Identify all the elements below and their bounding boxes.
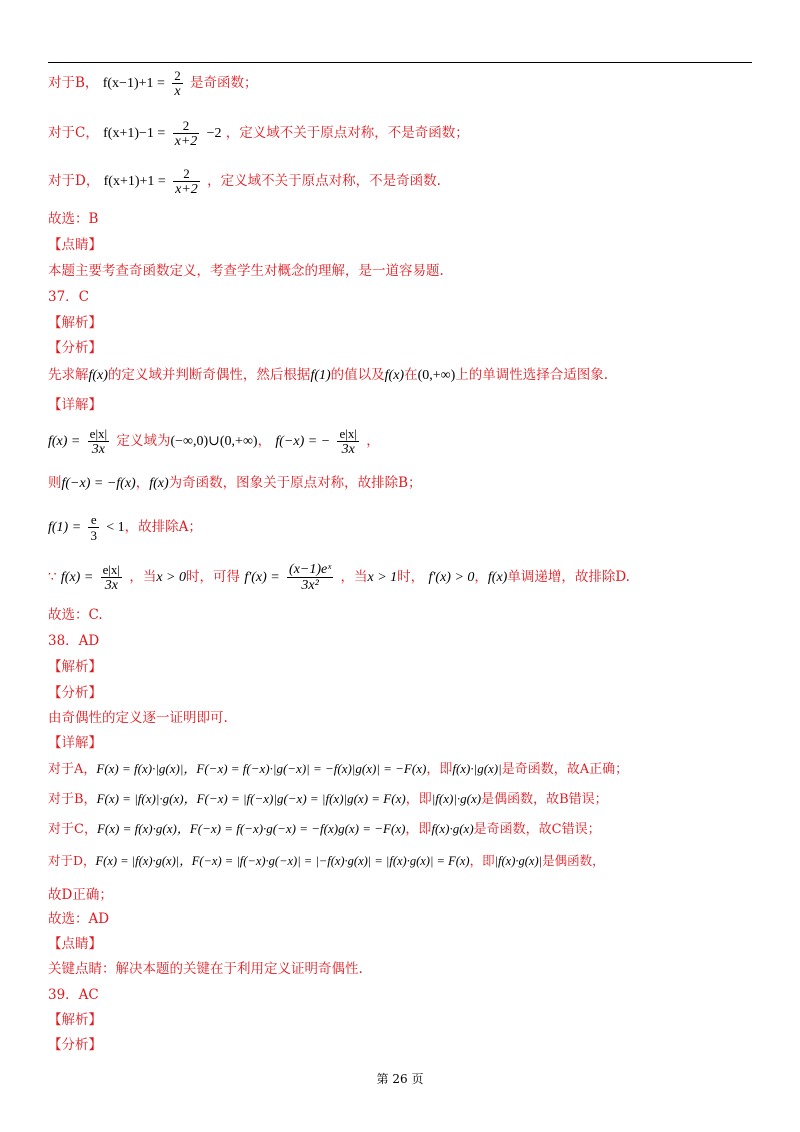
q37-line2: 则f(−x) = −f(x)，f(x)为奇函数，图象关于原点对称，故排除B； <box>48 475 422 491</box>
fraction: $\frac{e|x|}{3x}$ <box>339 426 357 457</box>
q37-choice: 故选：C. <box>48 607 103 623</box>
q37-line1: f(x) = $\frac{e|x|}{3x}$ 定义域为(−∞,0)∪(0,+∞)， f(−x) = − $\frac{e|x|}{3x}$ ， <box>48 426 380 457</box>
fraction: $\frac{2}{x+2}$ <box>175 166 198 197</box>
tag-jiexi: 【解析】 <box>48 1012 102 1028</box>
fraction: $\frac{2}{x}$ <box>174 68 181 99</box>
q37-line3: f(1) = $\frac{e}{3}$ < 1，故排除A； <box>48 512 202 543</box>
tag-jiexi: 【解析】 <box>48 315 102 331</box>
q38-option-a: 对于A，F(x) = f(x)·|g(x)|，F(−x) = f(−x)·|g(−x)| = −f(x)|g(x)| = −F(x)，即f(x)·|g(x)|是奇函数，故A正确； <box>48 761 629 777</box>
option-d-suffix: ，定义域不关于原点对称，不是奇函数. <box>207 173 441 189</box>
option-b-suffix: 是奇函数； <box>190 75 258 91</box>
tag-xiangjie: 【详解】 <box>48 397 102 413</box>
option-c-line <box>48 118 469 149</box>
question-38-header: 38．AD <box>48 633 100 649</box>
option-d-line <box>48 166 441 197</box>
fraction: $\frac{\text{(x−1)eˣ}}{\text{3x²}}$ <box>289 562 332 593</box>
q38-analysis: 由奇偶性的定义逐一证明即可. <box>48 710 228 726</box>
fraction: $\frac{2}{x+2}$ <box>174 118 198 149</box>
q37-analysis: 先求解f(x)的定义域并判断奇偶性，然后根据f(1)的值以及f(x)在(0,+∞)上的单调性选择合适图象. <box>48 367 609 383</box>
tag-fenxi: 【分析】 <box>48 685 102 701</box>
q38-option-c: 对于C，F(x) = f(x)·g(x)，F(−x) = f(−x)·g(−x) = −f(x)g(x) = −F(x)，即f(x)·g(x)是奇函数，故C错误； <box>48 821 601 837</box>
option-b-line <box>48 68 258 99</box>
fraction: $\frac{e|x|}{3x}$ <box>102 562 121 593</box>
tag-jiexi: 【解析】 <box>48 659 102 675</box>
question-39-header: 39．AC <box>48 987 99 1003</box>
tag-xiangjie: 【详解】 <box>48 735 102 751</box>
q37-line4: ∵ f(x) = $\frac{e|x|}{3x}$ ，当x > 0时，可得 f′(x) = $\frac{\text{(x−1)eˣ}}{\text{3x²}}$ ，当x > 1时， f′(x) > 0，f(x)单调递增，故排除D. <box>48 562 630 593</box>
tag-dianjing: 【点睛】 <box>48 237 102 253</box>
q38-choice: 故选：AD <box>48 911 110 927</box>
option-c-prefix: 对于C， <box>48 125 99 141</box>
choice-36: 故选：B <box>48 211 99 227</box>
tag-dianjing: 【点睛】 <box>48 936 102 952</box>
q38-option-d-cont: 故D正确； <box>48 887 113 903</box>
header-rule <box>48 62 752 63</box>
fraction: $\frac{e}{3}$ <box>90 512 97 543</box>
formula: f(x−1)+1 = <box>102 76 165 91</box>
tag-fenxi: 【分析】 <box>48 1037 102 1053</box>
q38-option-d: 对于D，F(x) = |f(x)·g(x)|，F(−x) = |f(−x)·g(−x)| = |−f(x)·g(x)| = |f(x)·g(x)| = F(x)，即|f(x)·g(x)|是偶函数， <box>48 853 605 868</box>
option-c-suffix: ，定义域不关于原点对称，不是奇函数； <box>225 125 469 141</box>
option-b-prefix: 对于B， <box>48 75 99 91</box>
formula: f(x+1)+1 = <box>103 174 166 189</box>
formula: −2 <box>206 126 222 141</box>
formula: f(x+1)−1 = <box>103 126 166 141</box>
tag-fenxi: 【分析】 <box>48 340 102 356</box>
note-38: 关键点睛：解决本题的关键在于利用定义证明奇偶性. <box>48 961 363 977</box>
note-36: 本题主要考查奇函数定义，考查学生对概念的理解，是一道容易题. <box>48 263 444 279</box>
q38-option-b: 对于B，F(x) = |f(x)|·g(x)，F(−x) = |f(−x)|g(−x) = |f(x)|g(x) = F(x)，即|f(x)|·g(x)是偶函数，故B错误； <box>48 791 608 807</box>
fraction: $\frac{e|x|}{3x}$ <box>89 426 108 457</box>
question-37-header: 37．C <box>48 289 90 305</box>
option-d-prefix: 对于D， <box>48 173 100 189</box>
page-footer: 第 26 页 <box>376 1072 424 1086</box>
